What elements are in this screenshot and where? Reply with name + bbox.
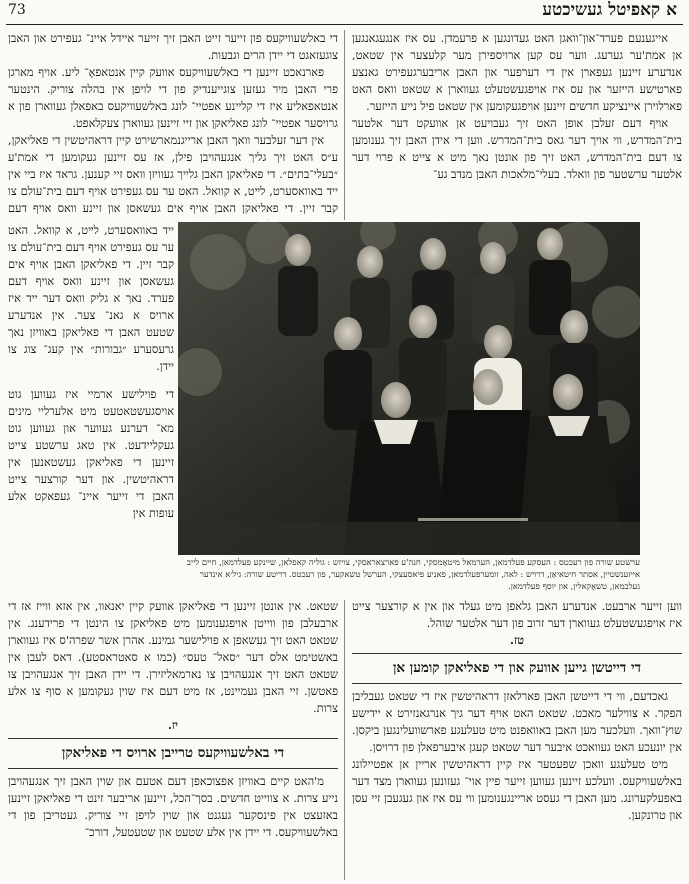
section-number: טז. <box>510 633 524 647</box>
paragraph: פארנאכט זיינען די באלשעוויקעס אוועק קיין אנטאפאָ־ ליע. אויף מארגן פרי האבן מיר געזען צוגייענדיק פון די לויפן אין בהלה צוריק. הינטער אנטאפאליע איז די קליינע אפטיי־ לונג באלשעוויקעס באפאלן געווארן פון א גרויסער אפטיי־ לונג פאליאקן און זיי זיינען געווארן צעקלאפט. <box>8 66 338 130</box>
section-heading: די באלשעוויקעס טרייבן ארויס די פאליאקן <box>61 745 285 761</box>
section-number: יז. <box>167 718 179 732</box>
section-rule-bottom <box>352 683 682 684</box>
section-rule-top <box>8 738 338 739</box>
section-heading: די דייטשן גייען אוועק און די פאליאקן קומען אן <box>392 660 642 676</box>
paragraph: ווען זייער ארבעט. אנדערע האבן גלאפן מיט געלד און אין א קורצער צייט איז אויפגעשטעלט געווארן דער זרוב פון דער אלטער שוהל. <box>352 600 682 630</box>
left-column-bottom <box>8 598 338 880</box>
paragraph: די באלשעוויקעס פון זייער זייט האבן זיך זייער איידל איינ־ געפירט און האבן צוגעזאגט די יידן הרים וגבעות. <box>8 32 338 62</box>
paragraph: די פוילישע ארמיי איז געווען גוט אויסגעשטאטעט מיט אלערליי מינים מא־ דערנע געווער און געווען גוט געקליידעט. אין טאג ערשטע צייט זיינען די פאליאקן געשטאנען אין דראהיטשין. און דער קורצער צייט האבן די זייער איינ־ געפאקט אלע עופות אין <box>8 388 174 521</box>
right-column-top <box>352 30 682 220</box>
column-divider <box>344 600 345 880</box>
paragraph-continued: ייד באוואסערט, לײט, א קוואל. האט ער עס געפירט אויף דעם בית־עולם צו קבר זיין. די פאליאקן האבן אויף אים געשאסן און זיינע וואס אויף דעם פערד. נאך א גליק וואס דער ייד איז ארויס א גאנ־ צער. אין אנדערע שטעט האבן די פאליאקן באוויזן נאך גרעסערע ״גבורות״ אין קעג־ צוג צו יידן. <box>8 224 174 373</box>
paragraph: אייגענעם פערד־און־וואגן האט געדונגען א פרעמדן. עס איז אנגעגאנגען אן אמת'ער גערעג. ווער עס קען ארויספירן מער קלעצער אין שטאט, אנדערע זיינען געפארן אין די דערפער און האבן אריבערגעפירט גאנצע פארטישע הייזער און עס איז אויפגעשטעלט געווארן א שטאט וואס האט פארלוירן איינציקע חדשים זיינען אויפגעקומען אין שטאט פיל נייע הייזער. <box>352 32 682 113</box>
running-head-title: א קאפיטל געשיכטע <box>542 0 677 20</box>
right-column-bottom <box>352 598 682 880</box>
left-column-top <box>8 30 338 220</box>
page-number: 73 <box>8 2 26 18</box>
section-rule-bottom <box>8 768 338 769</box>
paragraph: גאכדעם, ווי די דייטשן האבן פארלאזן דראהיטשין איז די שטאט געבליבן הפקר. א צווילער מאכט. שטאט האט אויף דער גיך אנרגאנזירט א יידישע שוץ־וואך. וועלכער מען האבן באוואפנט מיט טעלעגע פארשוועלינגען ביקסן. אין יונעכע האט געוואכט איבער דער שטאט קעגן איבערפאלן פון דרויסן. <box>352 690 682 754</box>
group-photo-illustration <box>178 222 640 555</box>
left-column-wrap <box>8 222 174 584</box>
paragraph: מ'האט קיים באוויזן אפצוכאפן דעם אטעם און שוין האבן זיך אנגעהויבן נייע צרות. א צווייט חדשים. בסך־הכל, זיינען אריבער זינט די פאליאקן זיינען באזעצט אין פינסקער געגנט און שוין לויפן זיי צוריק. געטריבן פון די באלשעוויקעס. די יידן אין אלע שטעט און שטעטעל, דורכ־ <box>8 775 338 839</box>
group-photograph <box>178 222 640 555</box>
column-divider <box>344 30 345 220</box>
photo-caption: ערשטע שורה פון רעכטס : העסקע פעלדמאן, הערמאל מיטאָמסקי, חנה'ע פארצאראסקי, צויזש : גוליה קאפלאן, שיינקע פעלדמאן, חיים לייב אייזענשטיין, אסתר חיטאיאַן, דרויש : לאה, זומערפעלדמאן, פאניע פיאסעצקי, הערשל טשאקער, פון רעכטס. דריטע שורה: גיל׳א אינדער געלבמאן, טשאָקאלין, און יוסף פעלדמאן. <box>186 557 640 591</box>
section-rule-top <box>352 653 682 654</box>
paragraph: אויף דעם זעלבן אופן האט זיך געבויעט אן אוועקט דער אלטער בית־המדרש, ווי אויך דער גאס בית־המדרש. ווען די אידן האבן זיך גענומען צו דעם בית־המדרש, האט זיך פון אונטן נאך מיט א צייט א פרוי דער אלטער ערשטער פון וואלד. בעלי־מלאכות האבן מנדב גע־ <box>352 117 682 181</box>
paragraph: מיט טעלעגע וואכן שפעטער איז קיין דראהיטשין אריין אן אפטיילונג באלשעוויקעס. וועלכע זיינען געווען זייער פיין אוי־ געזונען געווארן מצד דער באפעלקערונג. מען האבן די געסט אריינגענומען ווי עס איז און געגעבן זיי עסן און טרונקען. <box>352 758 682 822</box>
paragraph: שטאט. אין אונטן זיינען די פאליאקן אוועק קיין יאנאוו, אין אזא ווייז אז די ארבעלבן פון ווייטן אויפגענומען מיט פאליאקן צו הינטן די פרידענג. אין שטאט האט זיך געשאפן א פוילישער גמינע. אהרן אשר שפרה'ס איז געווארן באשטימט אלס דער ״סאל־ טעס״ (כמו א סאטראסטע). דאס לעבן אין שטאט האט זיך אנגעהויבן צו נארמאליזירן. די יידן האבן זיך אנגעהויבן צו פאטשן. זיי האבן געמיינט, אז מיט דעם איז שוין געקומען א סוף צו אלע צרות. <box>8 600 338 715</box>
header-rule <box>6 24 683 25</box>
paragraph: אין דער זעלבער וואך האבן ארייגנמארשירט קיין דראהיטשין די פאליאקן, ע״ס האט זיך גליך אנגעהויבן פילן, אז עס זיינען געקומען די אמת'ע ״בעלי־בתים״. די פאליאקן האבן גלייך געוויזן וואס זיי קענען. גראד איז ביי אין ייד באוואסערט, לײט, א קוואל. האט ער עס געפירט אויף דעם בית־עולם צו קבר זיין. די פאליאקן האבן אויף אים געשאסן און זיינע וואס אויף דעם <box>8 134 338 215</box>
